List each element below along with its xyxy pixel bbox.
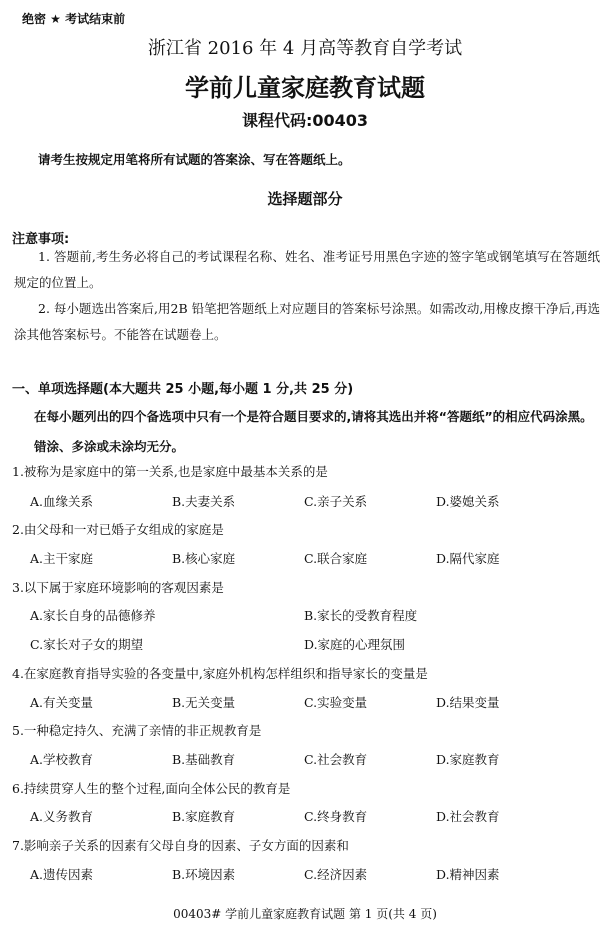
exam-header: 浙江省 2016 年 4 月高等教育自学考试 [147,38,463,59]
option-b: B.基础教育 [172,752,236,767]
option-c: C.经济因素 [304,867,368,882]
option-d: D.结果变量 [436,695,500,710]
answer-instruction: 请考生按规定用笔将所有试题的答案涂、写在答题纸上。 [38,152,351,167]
option-b: B.家长的受教育程度 [304,608,418,623]
section-part-title: 选择题部分 [267,190,343,208]
question-stem: 4.在家庭教育指导实验的各变量中,家庭外机构怎样组织和指导家长的变量是 [12,666,428,681]
option-c: C.家长对子女的期望 [30,637,144,652]
option-c: C.实验变量 [304,695,368,710]
option-d: D.家庭的心理氛围 [304,637,406,652]
option-b: B.家庭教育 [172,809,236,824]
option-a: A.血缘关系 [30,494,94,509]
course-code: 课程代码:00403 [241,111,369,130]
page-title: 学前儿童家庭教育试题 [185,74,425,102]
question-stem: 2.由父母和一对已婚子女组成的家庭是 [12,522,224,537]
option-d: D.精神因素 [436,867,500,882]
option-a: A.主干家庭 [30,551,94,566]
option-d: D.家庭教育 [436,752,500,767]
option-b: B.核心家庭 [172,551,236,566]
option-a: A.学校教育 [30,752,94,767]
question-stem: 7.影响亲子关系的因素有父母自身的因素、子女方面的因素和 [12,838,349,853]
question-stem: 1.被称为是家庭中的第一关系,也是家庭中最基本关系的是 [12,464,328,479]
option-b: B.夫妻关系 [172,494,236,509]
option-a: A.义务教育 [30,809,94,824]
option-c: C.联合家庭 [304,551,368,566]
confidentiality-mark: 绝密 ★ 考试结束前 [22,12,126,26]
option-a: A.家长自身的品德修养 [30,608,156,623]
notes-title: 注意事项: [12,232,70,247]
option-d: D.隔代家庭 [436,551,500,566]
question-stem: 6.持续贯穿人生的整个过程,面向全体公民的教育是 [12,781,291,796]
option-a: A.有关变量 [30,695,94,710]
section-description: 在每小题列出的四个备选项中只有一个是符合题目要求的,请将其选出并将“答题纸”的相应代码涂黑。错涂、多涂或未涂均无分。 [34,409,593,454]
option-a: A.遗传因素 [30,867,94,882]
option-d: D.社会教育 [436,809,500,824]
note-item-1: 1. 答题前,考生务必将自己的考试课程名称、姓名、准考证号用黑色字迹的签字笔或钢笔填写在答题纸规定的位置上。 [14,249,600,290]
question-stem: 3.以下属于家庭环境影响的客观因素是 [12,580,224,595]
option-d: D.婆媳关系 [436,494,500,509]
option-c: C.亲子关系 [304,494,368,509]
option-c: C.终身教育 [304,809,368,824]
section-title: 一、单项选择题(本大题共 25 小题,每小题 1 分,共 25 分) [12,382,354,397]
option-c: C.社会教育 [304,752,368,767]
page-footer: 00403# 学前儿童家庭教育试题 第 1 页(共 4 页) [173,907,437,921]
note-item-2: 2. 每小题选出答案后,用2B 铅笔把答题纸上对应题目的答案标号涂黑。如需改动,用橡皮擦干净后,再选涂其他答案标号。不能答在试题卷上。 [14,301,600,342]
option-b: B.环境因素 [172,867,236,882]
question-stem: 5.一种稳定持久、充满了亲情的非正规教育是 [12,723,262,738]
option-b: B.无关变量 [172,695,236,710]
